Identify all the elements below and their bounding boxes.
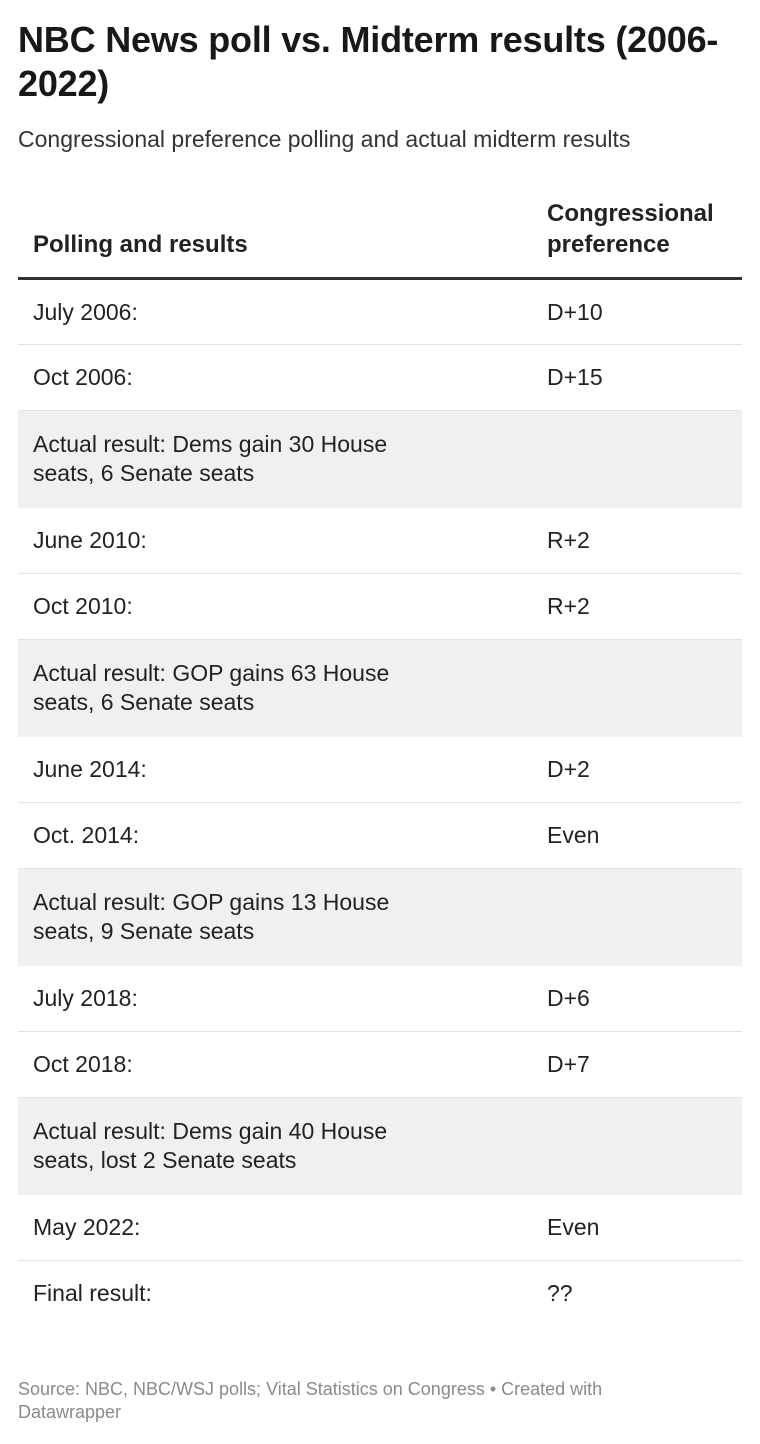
poll-row bbox=[18, 345, 742, 411]
preference-cell: R+2 bbox=[532, 508, 742, 574]
table-header bbox=[18, 198, 742, 279]
poll-date-text: Oct. 2014: bbox=[33, 822, 140, 848]
poll-row bbox=[18, 803, 742, 869]
result-label-cell bbox=[18, 640, 532, 737]
preference-cell: ?? bbox=[547, 1280, 573, 1307]
poll-date-cell bbox=[18, 574, 532, 640]
poll-date-cell bbox=[18, 1032, 532, 1098]
chart-container bbox=[18, 18, 742, 1327]
preference-cell: Even bbox=[532, 1195, 742, 1261]
source-notes: Source: NBC, NBC/WSJ polls; Vital Statistics on Congress • Created with Datawrapper bbox=[18, 1379, 603, 1422]
poll-row bbox=[18, 574, 742, 640]
result-label-cell bbox=[18, 869, 532, 966]
poll-date-text: Oct 2018: bbox=[33, 1051, 133, 1077]
result-label-cell bbox=[18, 1098, 532, 1195]
poll-row bbox=[18, 1261, 742, 1327]
poll-date-cell bbox=[18, 966, 532, 1032]
poll-date-cell bbox=[18, 279, 532, 345]
poll-row bbox=[18, 966, 742, 1032]
poll-date-text: June 2014: bbox=[33, 756, 147, 782]
preference-cell: D+15 bbox=[532, 345, 742, 411]
preference-cell: D+10 bbox=[532, 279, 742, 345]
preference-cell: D+2 bbox=[532, 737, 742, 803]
result-row bbox=[18, 640, 742, 737]
column-header-preference[interactable]: Congressional preference bbox=[532, 198, 742, 279]
column-header-polling[interactable]: Polling and results bbox=[18, 198, 532, 279]
preference-cell: D+6 bbox=[532, 966, 742, 1032]
result-text: Actual result: GOP gains 63 House seats, 6 Senate seats bbox=[33, 660, 390, 715]
preference-cell bbox=[532, 869, 742, 966]
result-label-cell bbox=[18, 411, 532, 508]
result-row bbox=[18, 869, 742, 966]
poll-date-cell bbox=[18, 345, 532, 411]
poll-row bbox=[18, 1032, 742, 1098]
poll-date-cell bbox=[18, 1195, 532, 1261]
poll-date-cell bbox=[18, 737, 532, 803]
data-table bbox=[18, 198, 742, 1327]
poll-date-text: July 2006: bbox=[33, 298, 138, 325]
preference-cell bbox=[532, 640, 742, 737]
result-text: Actual result: Dems gain 40 House seats, lost 2 Senate seats bbox=[33, 1118, 388, 1173]
result-row bbox=[18, 1098, 742, 1195]
chart-title: NBC News poll vs. Midterm results (2006-2022) bbox=[18, 19, 719, 104]
poll-row bbox=[18, 279, 742, 345]
preference-cell bbox=[532, 1098, 742, 1195]
poll-date-cell bbox=[18, 1261, 532, 1327]
poll-row bbox=[18, 737, 742, 803]
poll-date-text: May 2022: bbox=[33, 1214, 141, 1240]
poll-date-text: Oct 2006: bbox=[33, 364, 133, 390]
preference-cell: D+7 bbox=[532, 1032, 742, 1098]
table-body bbox=[18, 279, 742, 1327]
poll-date-text: June 2010: bbox=[33, 527, 147, 553]
poll-date-text: Final result: bbox=[33, 1280, 152, 1307]
preference-cell: Even bbox=[532, 803, 742, 869]
poll-date-text: July 2018: bbox=[33, 985, 138, 1011]
preference-cell: R+2 bbox=[532, 574, 742, 640]
poll-row bbox=[18, 1195, 742, 1261]
poll-date-text: Oct 2010: bbox=[33, 593, 133, 619]
poll-date-cell bbox=[18, 508, 532, 574]
poll-row bbox=[18, 508, 742, 574]
preference-cell bbox=[532, 411, 742, 508]
header-row bbox=[18, 198, 742, 279]
result-row bbox=[18, 411, 742, 508]
poll-date-cell bbox=[18, 803, 532, 869]
chart-subtitle: Congressional preference polling and actual midterm results bbox=[18, 126, 631, 152]
result-text: Actual result: GOP gains 13 House seats, 9 Senate seats bbox=[33, 889, 390, 944]
result-text: Actual result: Dems gain 30 House seats, 6 Senate seats bbox=[33, 431, 388, 486]
